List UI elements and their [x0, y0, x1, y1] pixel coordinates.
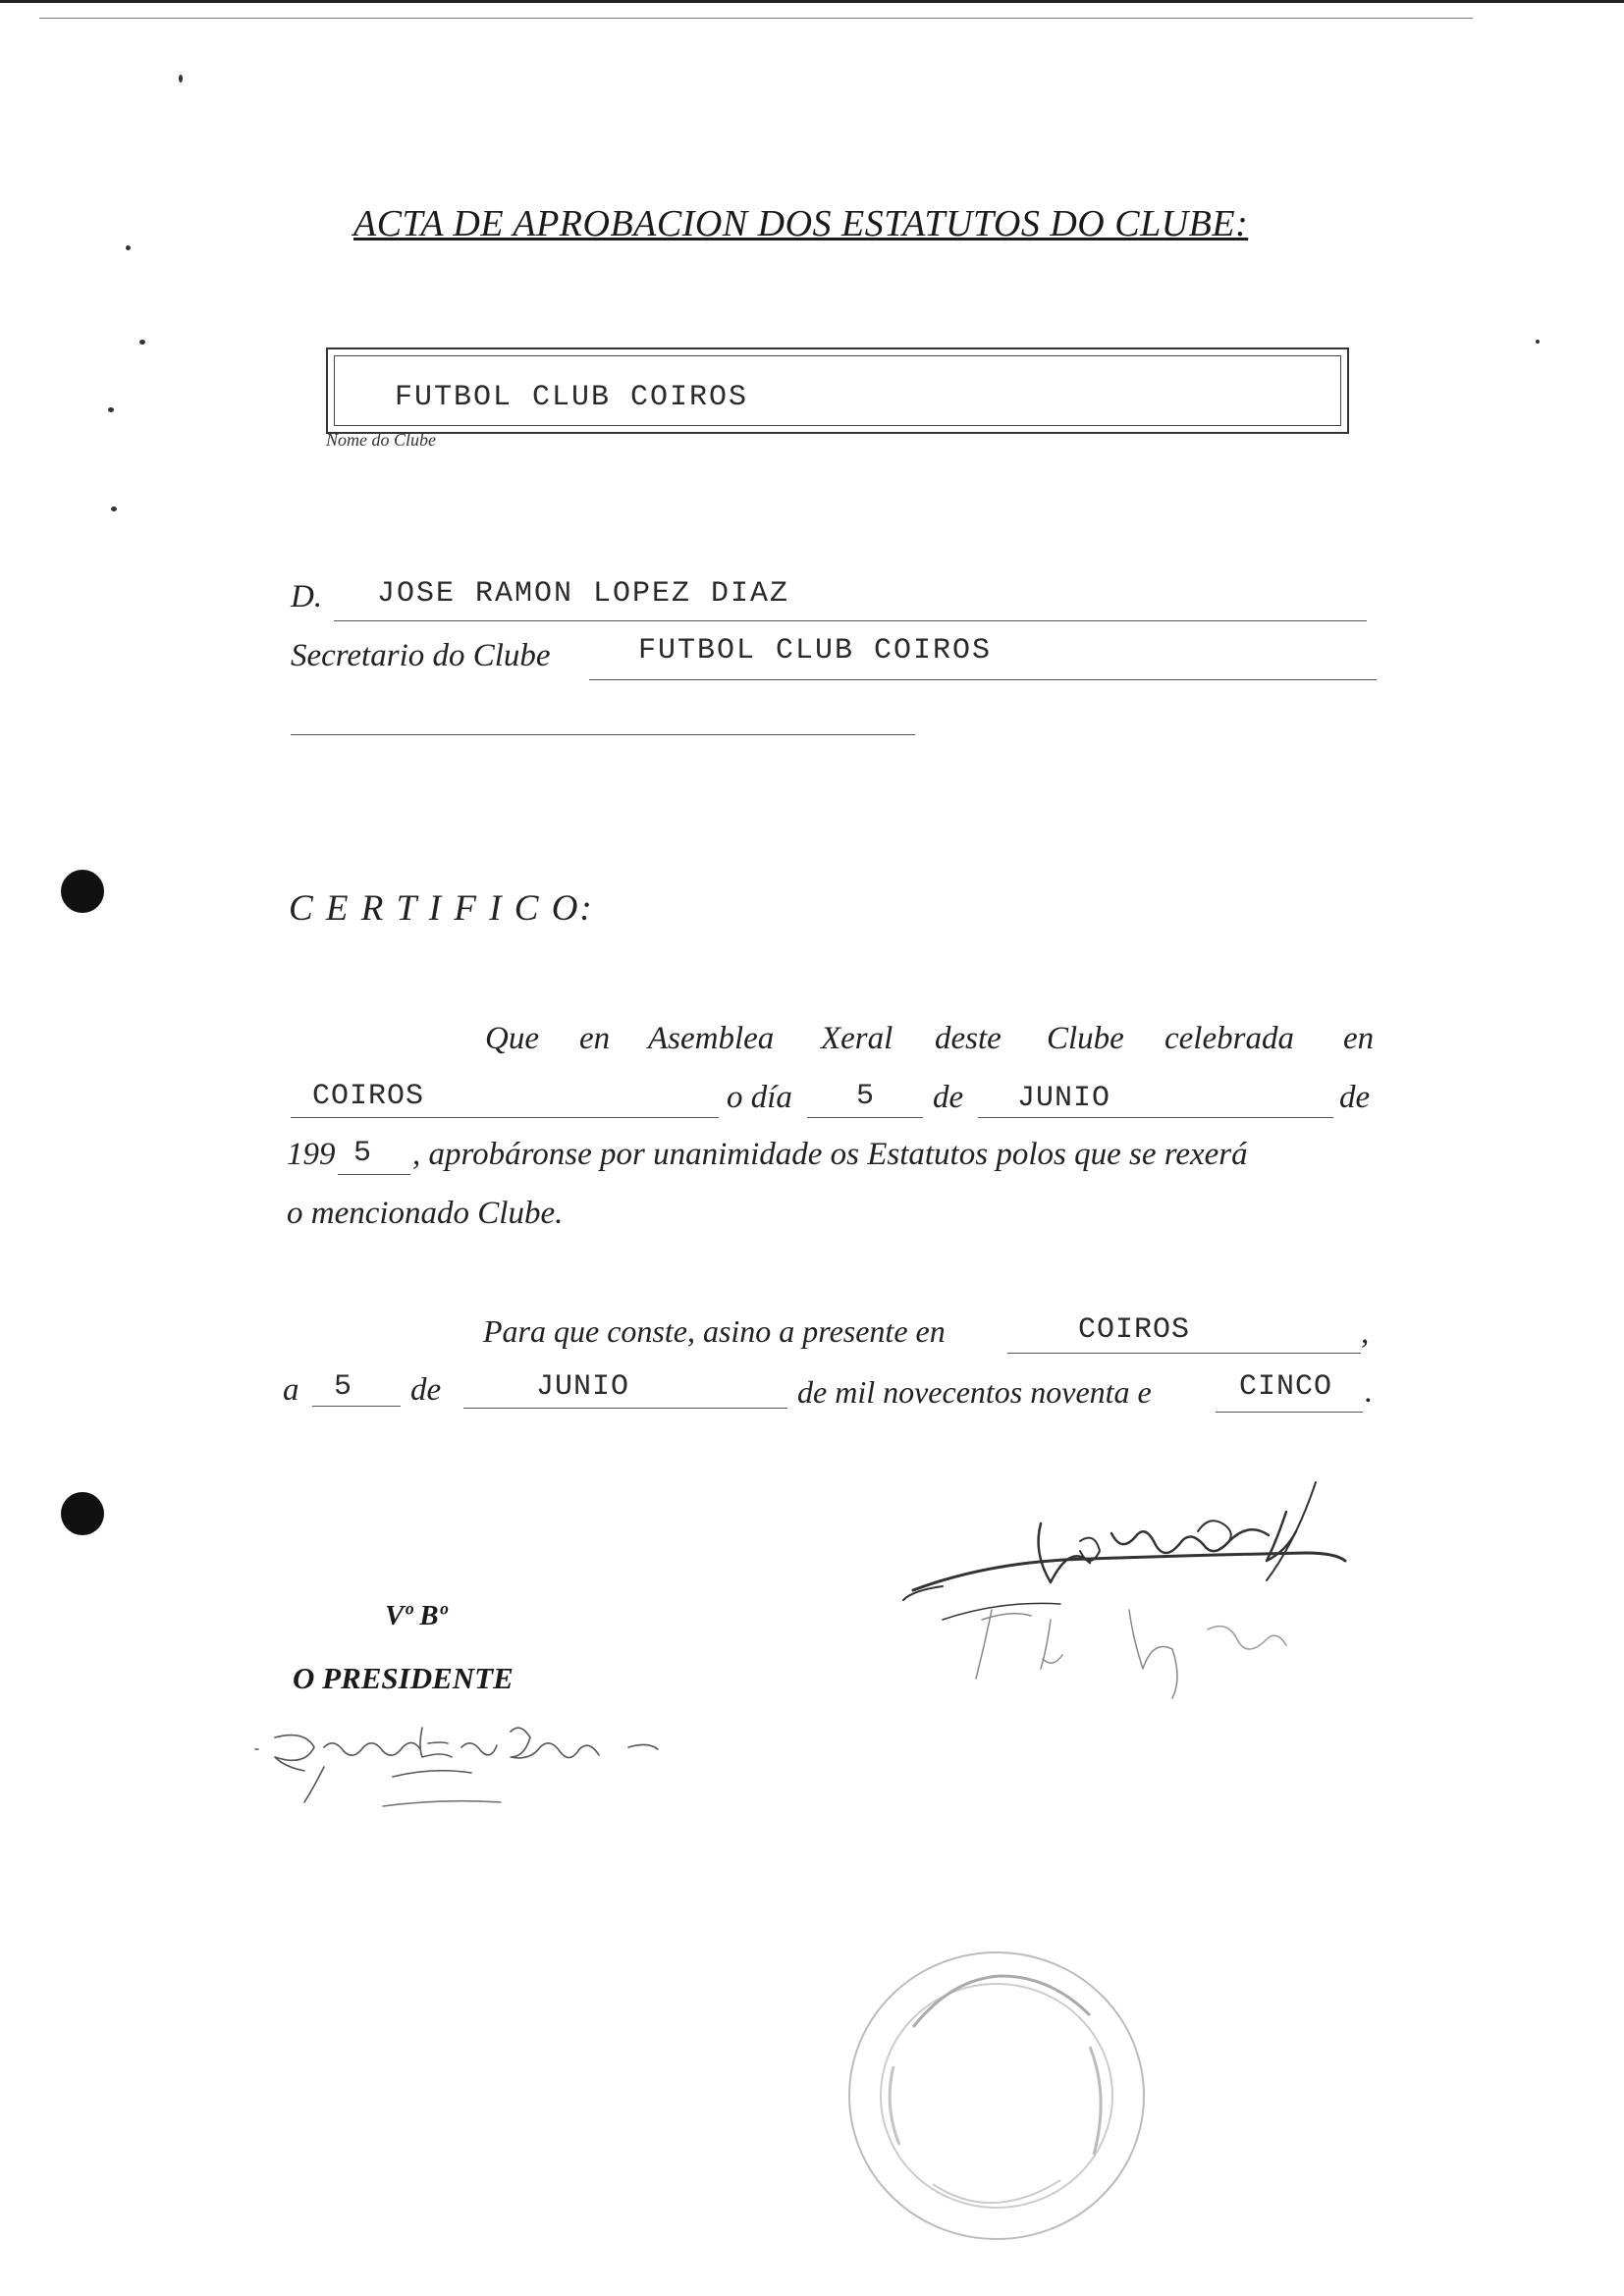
- scan-speck: [179, 75, 183, 82]
- club-name-value: FUTBOL CLUB COIROS: [395, 381, 749, 414]
- p2-de: de: [410, 1372, 442, 1408]
- top-edge-rule: [39, 18, 1473, 19]
- p2-comma: ,: [1361, 1315, 1370, 1351]
- club-name-box: [326, 347, 1349, 434]
- p1-word: deste: [935, 1021, 1001, 1056]
- p1-year-digit: 5: [353, 1137, 373, 1170]
- p2-place-line: [1007, 1353, 1361, 1354]
- document-title: ACTA DE APROBACION DOS ESTATUTOS DO CLUBE:: [353, 203, 1249, 244]
- secretary-role-label: Secretario do Clube: [291, 638, 551, 673]
- p2-mid: de mil novecentos noventa e: [797, 1374, 1152, 1410]
- p1-de1: de: [933, 1080, 964, 1115]
- p1-line4: o mencionado Clube.: [287, 1196, 564, 1231]
- scan-speck: [1536, 340, 1540, 344]
- p1-o-dia: o día: [727, 1080, 792, 1115]
- p2-period: .: [1365, 1374, 1374, 1410]
- p1-day-value: 5: [856, 1080, 876, 1113]
- p1-line3-rest: , aprobáronse por unanimidade os Estatutos polos que se rexerá: [412, 1137, 1248, 1172]
- p1-de2: de: [1339, 1080, 1371, 1115]
- club-name-caption: Nome do Clube: [326, 430, 436, 450]
- p1-day-line: [807, 1117, 923, 1118]
- scan-speck: [108, 407, 114, 412]
- p1-word: Clube: [1047, 1021, 1124, 1056]
- certifico-heading: C E R T I F I C O:: [289, 888, 594, 929]
- vobo-label: Vº Bº: [385, 1600, 448, 1631]
- secretary-club-value: FUTBOL CLUB COIROS: [638, 634, 993, 667]
- p1-word: en: [1343, 1021, 1375, 1056]
- p2-a: a: [283, 1372, 299, 1408]
- p1-place-line: [291, 1117, 719, 1118]
- punch-hole-bottom: [61, 1492, 104, 1535]
- secretary-extra-line: [291, 734, 915, 735]
- p2-day-line: [312, 1406, 401, 1407]
- secretary-prefix: D.: [291, 579, 323, 614]
- scan-speck: [139, 340, 145, 345]
- p2-month-value: JUNIO: [536, 1370, 630, 1404]
- p1-month-value: JUNIO: [1017, 1082, 1111, 1115]
- scan-speck: [111, 507, 117, 511]
- secretary-club-line: [589, 679, 1377, 680]
- p1-word: celebrada: [1164, 1021, 1294, 1056]
- p1-year-line: [338, 1174, 410, 1175]
- p2-lead: Para que conste, asino a presente en: [483, 1313, 946, 1349]
- secretary-name-value: JOSE RAMON LOPEZ DIAZ: [377, 577, 790, 611]
- president-label: O PRESIDENTE: [293, 1661, 514, 1695]
- p2-year-line: [1216, 1412, 1363, 1413]
- p1-word: Que: [485, 1021, 539, 1056]
- p1-word: en: [579, 1021, 611, 1056]
- scan-speck: [126, 245, 131, 250]
- p1-month-line: [978, 1117, 1333, 1118]
- p1-word: Xeral: [821, 1021, 893, 1056]
- p2-month-line: [463, 1408, 787, 1409]
- p1-word: Asemblea: [648, 1021, 775, 1056]
- secretary-signature: [884, 1472, 1375, 1718]
- p1-place-value: COIROS: [312, 1080, 425, 1113]
- p1-year-prefix: 199: [287, 1137, 336, 1172]
- secretary-name-line: [334, 620, 1367, 621]
- top-edge-line: [0, 0, 1624, 3]
- president-signature: [245, 1708, 697, 1826]
- official-stamp: [835, 1939, 1159, 2253]
- p2-year-word: CINCO: [1239, 1370, 1333, 1404]
- punch-hole-top: [61, 870, 104, 913]
- p2-place-value: COIROS: [1078, 1313, 1191, 1347]
- p2-day-value: 5: [334, 1370, 353, 1404]
